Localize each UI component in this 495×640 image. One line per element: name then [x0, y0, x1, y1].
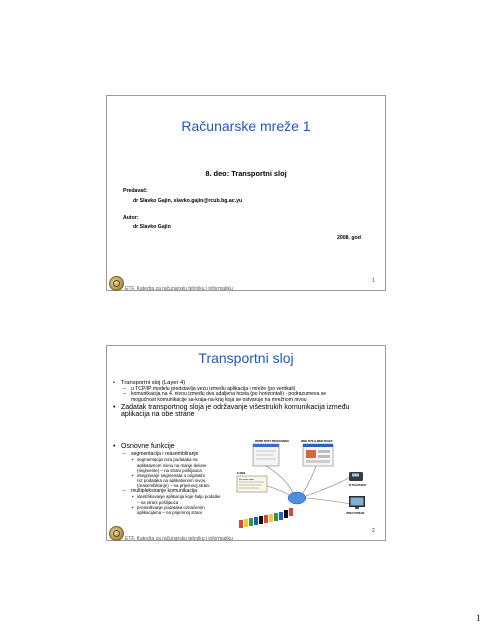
- bullet-subitem-cont: mogućnost komunikacije sa-kraja-na-kraj koja se ostvaruje na mrežnom nivou: [131, 397, 307, 404]
- presenter-label: Predavač:: [123, 188, 148, 194]
- bullet-subitem: – multipleksiranje komunikacija: [113, 489, 243, 495]
- bullet-item: • Transportni sloj (Layer 4): [113, 380, 383, 387]
- label-word-processing: WORD POST PROCESSING: [255, 440, 290, 443]
- bullet-subsubitem-cont: (reasembliranje) – na prijemnoj strani: [137, 483, 210, 489]
- bullet-subitem: – segmentacija i reasembliranje: [113, 452, 243, 458]
- video-monitor-icon: [349, 496, 365, 509]
- bullet-subsubitem-cont: – na strani pošiljaoca: [137, 499, 179, 505]
- email-preview-text: Sve poruke stigle...: [239, 479, 256, 481]
- bullet-subsubitem: • integrisanje segmenata u originalni: [113, 473, 243, 478]
- etf-logo-icon: [109, 276, 124, 291]
- page-number: 1: [476, 613, 481, 623]
- slide-1: [106, 95, 386, 291]
- bullet-list-top: [113, 380, 383, 419]
- bullet-item-cont: aplikacija na obe strane: [121, 411, 195, 419]
- etf-logo-icon: [109, 526, 124, 541]
- bullet-subitem: – u TCP/IP modelu predstavlja vezu između aplikacija i mreže (po vertikali): [113, 387, 383, 393]
- slide-1-title: Računarske mreže 1: [181, 118, 311, 134]
- bullet-subsubitem: • identifikovanje aplikacija koje šalju podatke: [113, 494, 243, 499]
- presenter-name: dr Slavko Gajin, slavko.gajin@rcub.bg.ac.yu: [133, 198, 243, 204]
- bullet-list-functions: [113, 443, 243, 515]
- label-video-stream: VIDEO STREAM: [346, 512, 365, 515]
- label-ip-telephony: IP TELEPHONY: [349, 484, 367, 487]
- data-segments: [239, 508, 293, 528]
- author-label: Autor:: [123, 215, 139, 221]
- author-name: dr Slavko Gajin: [133, 224, 171, 230]
- slide-2: [106, 345, 386, 541]
- label-email: E-MAIL: [237, 472, 246, 475]
- bullet-subsubitem: • segmentacija niza podataka na: [113, 457, 243, 462]
- label-web-site: WEB SITE & WEB PAGES: [301, 440, 333, 443]
- word-processing-window: [253, 444, 279, 466]
- multiplexing-diagram: [231, 438, 381, 532]
- bullet-item: • Osnovne funkcije: [113, 443, 243, 451]
- bullet-subsubitem-cont: (segmente) – na strani pošiljaoca: [137, 467, 202, 473]
- bullet-subsubitem-cont: aplikativnom nivou na manje delove: [137, 462, 207, 468]
- ip-phone-icon: [349, 472, 363, 481]
- web-page-window: [303, 444, 333, 466]
- bullet-subitem: – komunikacija na 4. nivou između dva udaljena hosta (po horizontali) - podrazumeva se: [113, 392, 383, 398]
- slide-1-number: 1: [372, 278, 375, 284]
- slide-1-subtitle: 8. deo: Transportni sloj: [205, 169, 287, 178]
- bullet-subsubitem-cont: aplikacijama – na prijemnoj strani: [137, 510, 202, 516]
- slide-2-footer: ETF, Katedra za računarsku tehniku i informatiku: [125, 536, 233, 542]
- network-cloud-icon: [288, 492, 306, 504]
- bullet-subsubitem: • prosleđivanje podataka označenim: [113, 505, 243, 510]
- bullet-item: • Zadatak transportnog sloja je održavanje višestrukih komunikacija između: [113, 404, 383, 412]
- slide-2-title: Transportni sloj: [198, 350, 294, 366]
- slide-year: 2008. god: [337, 235, 361, 241]
- slide-2-number: 2: [372, 528, 375, 534]
- bullet-subsubitem-cont: niz podataka na aplikativnom nivou: [137, 478, 206, 484]
- slide-1-footer: ETF, Katedra za računarsku tehniku i informatiku: [125, 286, 233, 292]
